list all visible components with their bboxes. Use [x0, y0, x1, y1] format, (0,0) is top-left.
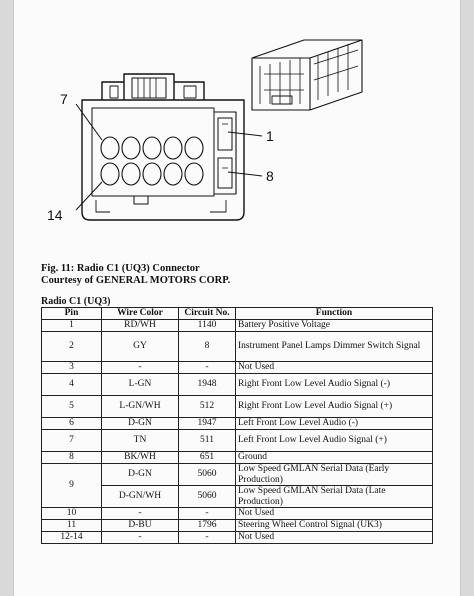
wire-cell: -: [102, 362, 179, 374]
caption-title: Fig. 11: Radio C1 (UQ3) Connector: [41, 263, 200, 274]
circuit-cell: -: [179, 508, 236, 520]
table-row: [42, 532, 433, 544]
pin-cell: 7: [42, 430, 102, 452]
pin-cavity: [164, 137, 182, 159]
table-row: [42, 452, 433, 464]
pin-cavity: [143, 163, 161, 185]
document-page: [14, 0, 460, 596]
table-header-row: [42, 308, 433, 320]
function-cell: Left Front Low Level Audio (-): [236, 418, 433, 430]
pin-cavity: [101, 163, 119, 185]
pin-cell: 1: [42, 320, 102, 332]
circuit-cell: 5060: [179, 486, 236, 508]
pin-cavity: [122, 163, 140, 185]
table-row: [42, 520, 433, 532]
pin-cell: 2: [42, 332, 102, 362]
table-row: [42, 362, 433, 374]
pinout-table: [41, 307, 433, 544]
wire-cell: D-GN/WH: [102, 486, 179, 508]
wire-cell: GY: [102, 332, 179, 362]
circuit-cell: 1947: [179, 418, 236, 430]
table-row: [42, 418, 433, 430]
pin-cavity: [143, 137, 161, 159]
pin-cell: 8: [42, 452, 102, 464]
caption-credit: Courtesy of GENERAL MOTORS CORP.: [41, 275, 231, 286]
wire-cell: L-GN: [102, 374, 179, 396]
table-row: [42, 374, 433, 396]
function-cell: Not Used: [236, 508, 433, 520]
table-row: [42, 332, 433, 362]
table-row: [42, 320, 433, 332]
circuit-cell: 651: [179, 452, 236, 464]
pin-cell: 6: [42, 418, 102, 430]
pin-cell: 12-14: [42, 532, 102, 544]
callout-8: 8: [266, 168, 274, 184]
header-function: Function: [236, 308, 433, 320]
connector-diagram: [14, 0, 460, 250]
callout-14: 14: [47, 207, 63, 223]
wire-cell: D-GN: [102, 418, 179, 430]
figure-caption: [41, 263, 230, 287]
wire-cell: TN: [102, 430, 179, 452]
function-cell: Not Used: [236, 532, 433, 544]
pin-cell: 4: [42, 374, 102, 396]
circuit-cell: 1140: [179, 320, 236, 332]
function-cell: Low Speed GMLAN Serial Data (Early Production): [236, 464, 433, 486]
circuit-cell: 1948: [179, 374, 236, 396]
table-row: [42, 430, 433, 452]
wire-cell: D-GN: [102, 464, 179, 486]
table-row: [42, 464, 433, 486]
function-cell: Ground: [236, 452, 433, 464]
pin-cavity: [185, 137, 203, 159]
function-cell: Instrument Panel Lamps Dimmer Switch Signal: [236, 332, 433, 362]
pin-cell: 11: [42, 520, 102, 532]
table-title: Radio C1 (UQ3): [41, 296, 111, 307]
circuit-cell: 512: [179, 396, 236, 418]
pin-cavity: [101, 137, 119, 159]
table-row: [42, 396, 433, 418]
function-cell: Steering Wheel Control Signal (UK3): [236, 520, 433, 532]
function-cell: Left Front Low Level Audio Signal (+): [236, 430, 433, 452]
pin-cavity: [122, 137, 140, 159]
circuit-cell: 8: [179, 332, 236, 362]
circuit-cell: 1796: [179, 520, 236, 532]
pin-cavity: [164, 163, 182, 185]
pin-cell: 5: [42, 396, 102, 418]
connector-iso-view: [252, 40, 362, 110]
circuit-cell: 5060: [179, 464, 236, 486]
wire-cell: -: [102, 532, 179, 544]
wire-cell: D-BU: [102, 520, 179, 532]
header-wire-color: Wire Color: [102, 308, 179, 320]
circuit-cell: -: [179, 532, 236, 544]
callout-1: 1: [266, 128, 274, 144]
wire-cell: RD/WH: [102, 320, 179, 332]
table-row: [42, 508, 433, 520]
function-cell: Not Used: [236, 362, 433, 374]
pin-cell: 10: [42, 508, 102, 520]
pin-cell: 3: [42, 362, 102, 374]
pin-cell: 9: [42, 464, 102, 508]
header-pin: Pin: [42, 308, 102, 320]
header-circuit-no: Circuit No.: [179, 308, 236, 320]
pin-cavity: [185, 163, 203, 185]
circuit-cell: -: [179, 362, 236, 374]
function-cell: Battery Positive Voltage: [236, 320, 433, 332]
function-cell: Low Speed GMLAN Serial Data (Late Production): [236, 486, 433, 508]
function-cell: Right Front Low Level Audio Signal (-): [236, 374, 433, 396]
callout-7: 7: [60, 91, 68, 107]
wire-cell: -: [102, 508, 179, 520]
wire-cell: BK/WH: [102, 452, 179, 464]
function-cell: Right Front Low Level Audio Signal (+): [236, 396, 433, 418]
circuit-cell: 511: [179, 430, 236, 452]
wire-cell: L-GN/WH: [102, 396, 179, 418]
